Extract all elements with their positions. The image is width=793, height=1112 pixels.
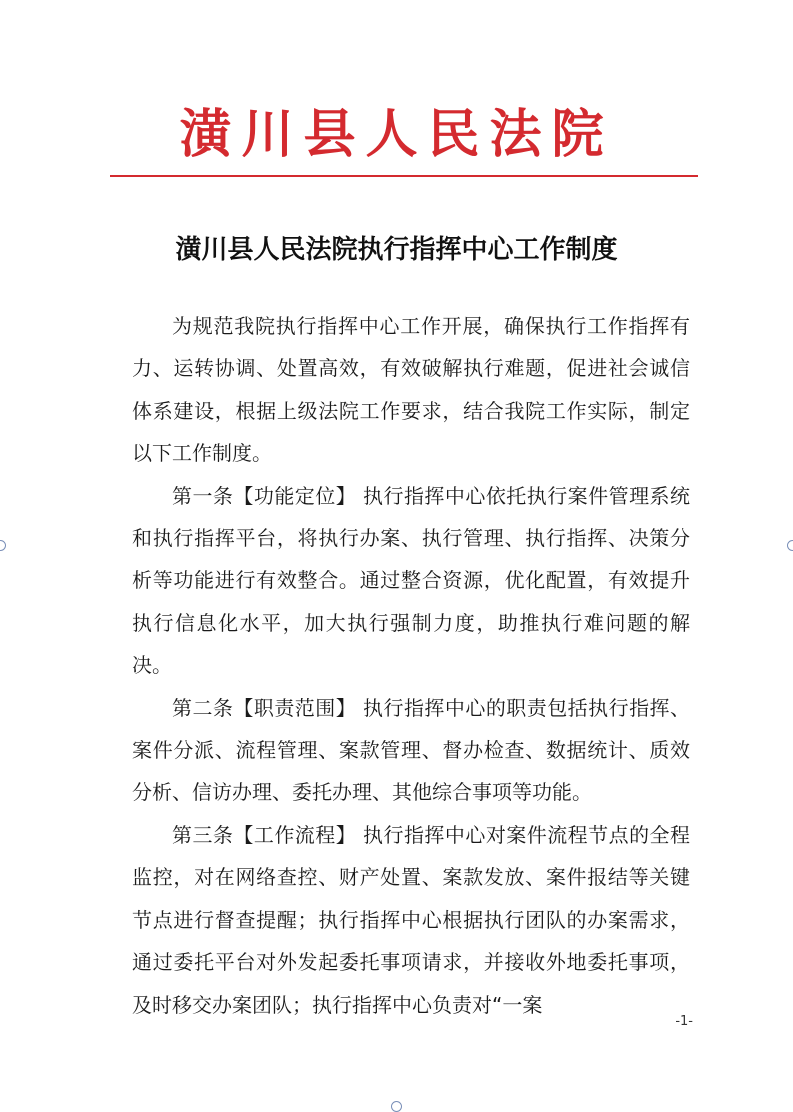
article-3-text: 执行指挥中心对案件流程节点的全程监控，对在网络查控、财产处置、案款发放、案件报结等关键节点进行督查提醒；执行指挥中心根据执行团队的办案需求，通过委托平台对外发起委托事项请求，并接收外地委托事项，及时移交办案团队；执行指挥中心负责对“一案 (132, 822, 691, 1017)
article-2-paragraph (132, 687, 690, 814)
document-title: 潢川县人民法院执行指挥中心工作制度 (175, 235, 618, 265)
court-name-header: 潢川县人民法院 (179, 104, 614, 165)
article-2-heading: 第二条【职责范围】 (172, 695, 357, 720)
intro-paragraph: 为规范我院执行指挥中心工作开展，确保执行工作指挥有力、运转协调、处置高效，有效破解执行难题，促进社会诚信体系建设，根据上级法院工作要求，结合我院工作实际，制定以下工作制度。 (132, 314, 690, 466)
page-number: -1- (675, 1014, 693, 1029)
right-punch-hole-mark (787, 540, 793, 551)
article-1-paragraph (132, 475, 690, 687)
article-3-heading: 第三条【工作流程】 (172, 822, 357, 847)
red-header-rule (110, 175, 698, 177)
left-punch-hole-mark (0, 540, 6, 551)
document-body (132, 305, 690, 1026)
article-1-heading: 第一条【功能定位】 (172, 483, 357, 508)
article-3-paragraph (132, 814, 690, 1026)
article-1-text: 执行指挥中心依托执行案件管理系统和执行指挥平台，将执行办案、执行管理、执行指挥、决策分析等功能进行有效整合。通过整合资源，优化配置，有效提升执行信息化水平，加大执行强制力度，助推执行难问题的解决。 (132, 483, 691, 678)
article-2-text: 执行指挥中心的职责包括执行指挥、案件分派、流程管理、案款管理、督办检查、数据统计、质效分析、信访办理、委托办理、其他综合事项等功能。 (132, 695, 691, 805)
